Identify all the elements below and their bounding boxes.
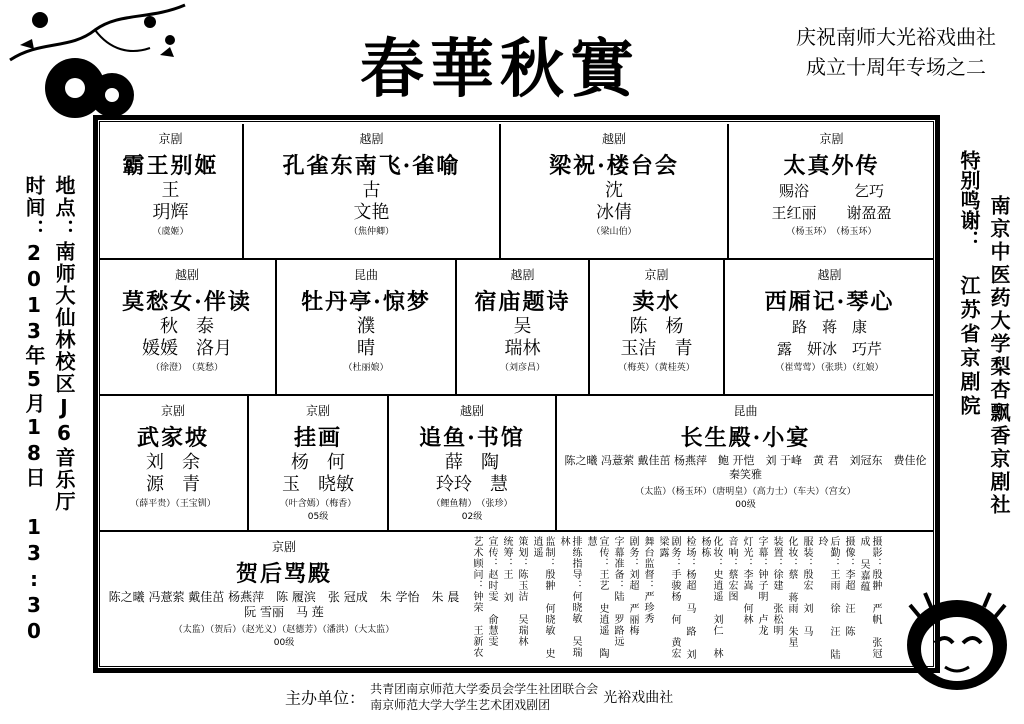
staff-credit: 摄影：殷翀 严帆 张冠成 吴嘉蕴 bbox=[858, 536, 881, 659]
plum-blossom-decoration bbox=[0, 0, 200, 130]
staff-credit: 摄像：李超 汪 陈 bbox=[843, 536, 854, 637]
thanks-org1: 江苏省京剧院 bbox=[957, 275, 981, 419]
program-cell bbox=[389, 396, 557, 532]
roles: （刘彦昌） bbox=[499, 363, 545, 373]
program-row-1 bbox=[99, 124, 934, 258]
genre-label: 京剧 bbox=[305, 404, 330, 418]
staff-credit: 剧务：刘超 严丽梅 bbox=[627, 536, 638, 636]
staff-credit: 剧务：手骏杨 何 黄宏 梁露 bbox=[657, 536, 680, 659]
roles: （虞姬） bbox=[152, 227, 189, 237]
staff-credit: 宣传：赵时雯 俞慧雯 bbox=[486, 536, 497, 647]
program-cell bbox=[277, 260, 457, 396]
program-cell bbox=[244, 124, 501, 258]
event-venue: 地点：南师大仙林校区J6音乐厅 bbox=[52, 175, 76, 513]
roles: （叶含嫣）（梅香） bbox=[279, 499, 357, 509]
roles: （崔莺莺）（张珙）（红娘） bbox=[775, 363, 884, 373]
roles: （梁山伯） bbox=[591, 227, 637, 237]
play-title: 宿庙题诗 bbox=[474, 289, 571, 315]
play-title: 挂画 bbox=[293, 425, 342, 451]
play-title: 西厢记·琴心 bbox=[764, 289, 895, 315]
performers: 薛 陶 玲玲 慧 bbox=[436, 452, 508, 495]
staff-credit: 检场：杨超 马 路 刘 bbox=[684, 536, 695, 660]
genre-label: 越剧 bbox=[174, 268, 199, 282]
genre-label: 京剧 bbox=[819, 132, 844, 146]
organizer-list bbox=[370, 681, 598, 713]
play-title: 牡丹亭·惊梦 bbox=[301, 289, 431, 315]
genre-label: 越剧 bbox=[459, 404, 484, 418]
performers: 濮 晴 bbox=[357, 316, 375, 359]
play-title: 太真外传 bbox=[783, 153, 880, 179]
staff-credit: 服装：殷宏 刘 马 bbox=[801, 536, 812, 637]
play-title: 霸王别姬 bbox=[122, 153, 219, 179]
roles: （鲤鱼精） （张珍） bbox=[431, 499, 513, 509]
staff-credit: 后勤：王雨 徐 汪 陆玲 bbox=[816, 536, 839, 660]
page-title: 春華秋實 bbox=[360, 32, 640, 107]
roles: （杜丽娘） bbox=[343, 363, 389, 373]
performers: 秋 泰 媛媛 洛月 bbox=[142, 316, 232, 359]
roles: （徐澄） （莫愁） bbox=[150, 363, 223, 373]
performers: 吴 瑞林 bbox=[504, 316, 541, 359]
grade-label: 02级 bbox=[461, 512, 483, 522]
event-time: 时间：2013年5月18日 13:30 bbox=[22, 175, 46, 645]
play-title: 长生殿·小宴 bbox=[680, 425, 811, 451]
genre-label: 越剧 bbox=[359, 132, 384, 146]
play-title: 莫愁女·伴读 bbox=[122, 289, 252, 315]
organizer-1: 共青团南京师范大学委员会学生社团联合会 bbox=[370, 682, 599, 696]
staff-credit: 化妆：史逍遥 刘仁 林 杨栋 bbox=[699, 536, 722, 659]
organizer-3: 光裕戏曲社 bbox=[603, 690, 674, 706]
roles: （太监）（杨玉环）（唐明皇）（高力士）（车夫）（宫女） bbox=[635, 487, 856, 497]
grade-label: 05级 bbox=[307, 512, 329, 522]
program-cell bbox=[99, 396, 249, 532]
genre-label: 昆曲 bbox=[733, 404, 758, 418]
performers: 王 玥辉 bbox=[152, 180, 189, 223]
subtitle bbox=[796, 22, 996, 82]
performers: 路 蒋 康 露 妍冰 巧芹 bbox=[776, 318, 882, 358]
staff-credit: 装置：徐建 张松明 bbox=[771, 536, 782, 636]
subtitle-line1: 庆祝南师大光裕戏曲社 bbox=[796, 25, 996, 49]
roles: （焦仲卿） bbox=[348, 227, 394, 237]
staff-credit: 字幕：钟子明 卢龙 bbox=[756, 536, 767, 636]
program-cell bbox=[501, 124, 729, 258]
program-row-3 bbox=[99, 394, 938, 532]
program-cell bbox=[99, 124, 244, 258]
staff-credit: 灯光：李嵩 何林 bbox=[741, 536, 752, 625]
play-title: 孔雀东南飞·雀喻 bbox=[282, 153, 461, 179]
grade-label: 00级 bbox=[273, 638, 295, 648]
genre-label: 越剧 bbox=[817, 268, 842, 282]
staff-credit: 宣传：王艺 史逍遥 陶慧 bbox=[585, 536, 608, 659]
roles: （梅英）（黄桂英） bbox=[618, 363, 695, 373]
genre-label: 京剧 bbox=[644, 268, 669, 282]
roles: （杨玉环） （杨玉环） bbox=[786, 227, 877, 237]
play-title: 卖水 bbox=[632, 289, 681, 315]
genre-label: 越剧 bbox=[601, 132, 626, 146]
staff-credit: 化妆：蔡 蒋雨 朱星 bbox=[786, 536, 797, 648]
thanks-org2: 南京中医药大学梨杏飘香京剧社 bbox=[987, 195, 1011, 517]
staff-credit: 排练指导：何晓敏 吴瑞林 bbox=[558, 536, 581, 658]
genre-label: 京剧 bbox=[160, 404, 185, 418]
genre-label: 京剧 bbox=[271, 540, 296, 554]
thanks-label: 特别鸣谢： bbox=[957, 150, 981, 250]
performers: 杨 何 玉 晓敏 bbox=[282, 452, 354, 495]
program-cell bbox=[590, 260, 725, 396]
play-title: 追鱼·书馆 bbox=[419, 425, 525, 451]
roles: （薛平贵）（王宝钏） bbox=[130, 499, 216, 509]
footer bbox=[285, 681, 673, 713]
play-title: 梁祝·楼台会 bbox=[549, 153, 679, 179]
grade-label: 00级 bbox=[735, 500, 756, 510]
staff-credit: 字幕准备：陆 罗路远 bbox=[612, 536, 623, 647]
program-cell bbox=[725, 260, 934, 396]
staff-credits bbox=[470, 536, 900, 660]
performers: 沈 冰倩 bbox=[596, 180, 632, 223]
genre-label: 越剧 bbox=[510, 268, 535, 282]
staff-credit: 音响：蔡宏图 bbox=[726, 536, 737, 602]
program-cell bbox=[729, 124, 934, 258]
performers: 陈之曦 冯薏萦 戴佳茁 杨燕萍 陈 履滨 张 冠成 朱 学怡 朱 晨 阮 雪丽 马 莲 bbox=[108, 590, 472, 619]
performers: 陈 杨 玉洁 青 bbox=[620, 316, 693, 359]
play-title: 武家坡 bbox=[136, 425, 209, 451]
staff-credit: 舞台监督：严珍秀 bbox=[642, 536, 653, 624]
performers: 陈之曦 冯薏萦 戴佳茁 杨燕萍 鲍 开恺 刘 于峰 黄 君 刘冠东 费佳伦 秦笑雅 bbox=[564, 454, 938, 481]
subtitle-line2: 成立十周年专场之二 bbox=[806, 55, 986, 79]
staff-credit: 统筹：王 刘 bbox=[501, 536, 512, 603]
staff-credit: 艺术顾问：钟荣 王新农 bbox=[471, 536, 482, 658]
organizer-2: 南京师范大学大学生艺术团戏剧团 bbox=[370, 698, 551, 712]
staff-credit: 监制：殷翀 何晓敏 史逍遥 bbox=[531, 536, 554, 659]
organizer-label: 主办单位： bbox=[285, 688, 366, 708]
performers: 刘 余 源 青 bbox=[146, 452, 200, 495]
staff-credit: 策划：陈玉洁 吴瑞林 bbox=[516, 536, 527, 647]
program-cell bbox=[457, 260, 590, 396]
program-row-2 bbox=[99, 258, 934, 396]
roles: （太监）（贺后）（赵光义）（赵德芳）（潘洪）（大太监） bbox=[173, 625, 395, 635]
performers: 古 文艳 bbox=[353, 180, 390, 223]
program-cell bbox=[99, 532, 472, 669]
play-title: 贺后骂殿 bbox=[235, 561, 332, 587]
genre-label: 昆曲 bbox=[353, 268, 378, 282]
genre-label: 京剧 bbox=[158, 132, 183, 146]
program-cell bbox=[557, 396, 938, 532]
program-cell bbox=[249, 396, 389, 532]
program-cell bbox=[99, 260, 277, 396]
performers: 赐浴 乞巧 王红丽 谢盈盈 bbox=[771, 182, 892, 222]
